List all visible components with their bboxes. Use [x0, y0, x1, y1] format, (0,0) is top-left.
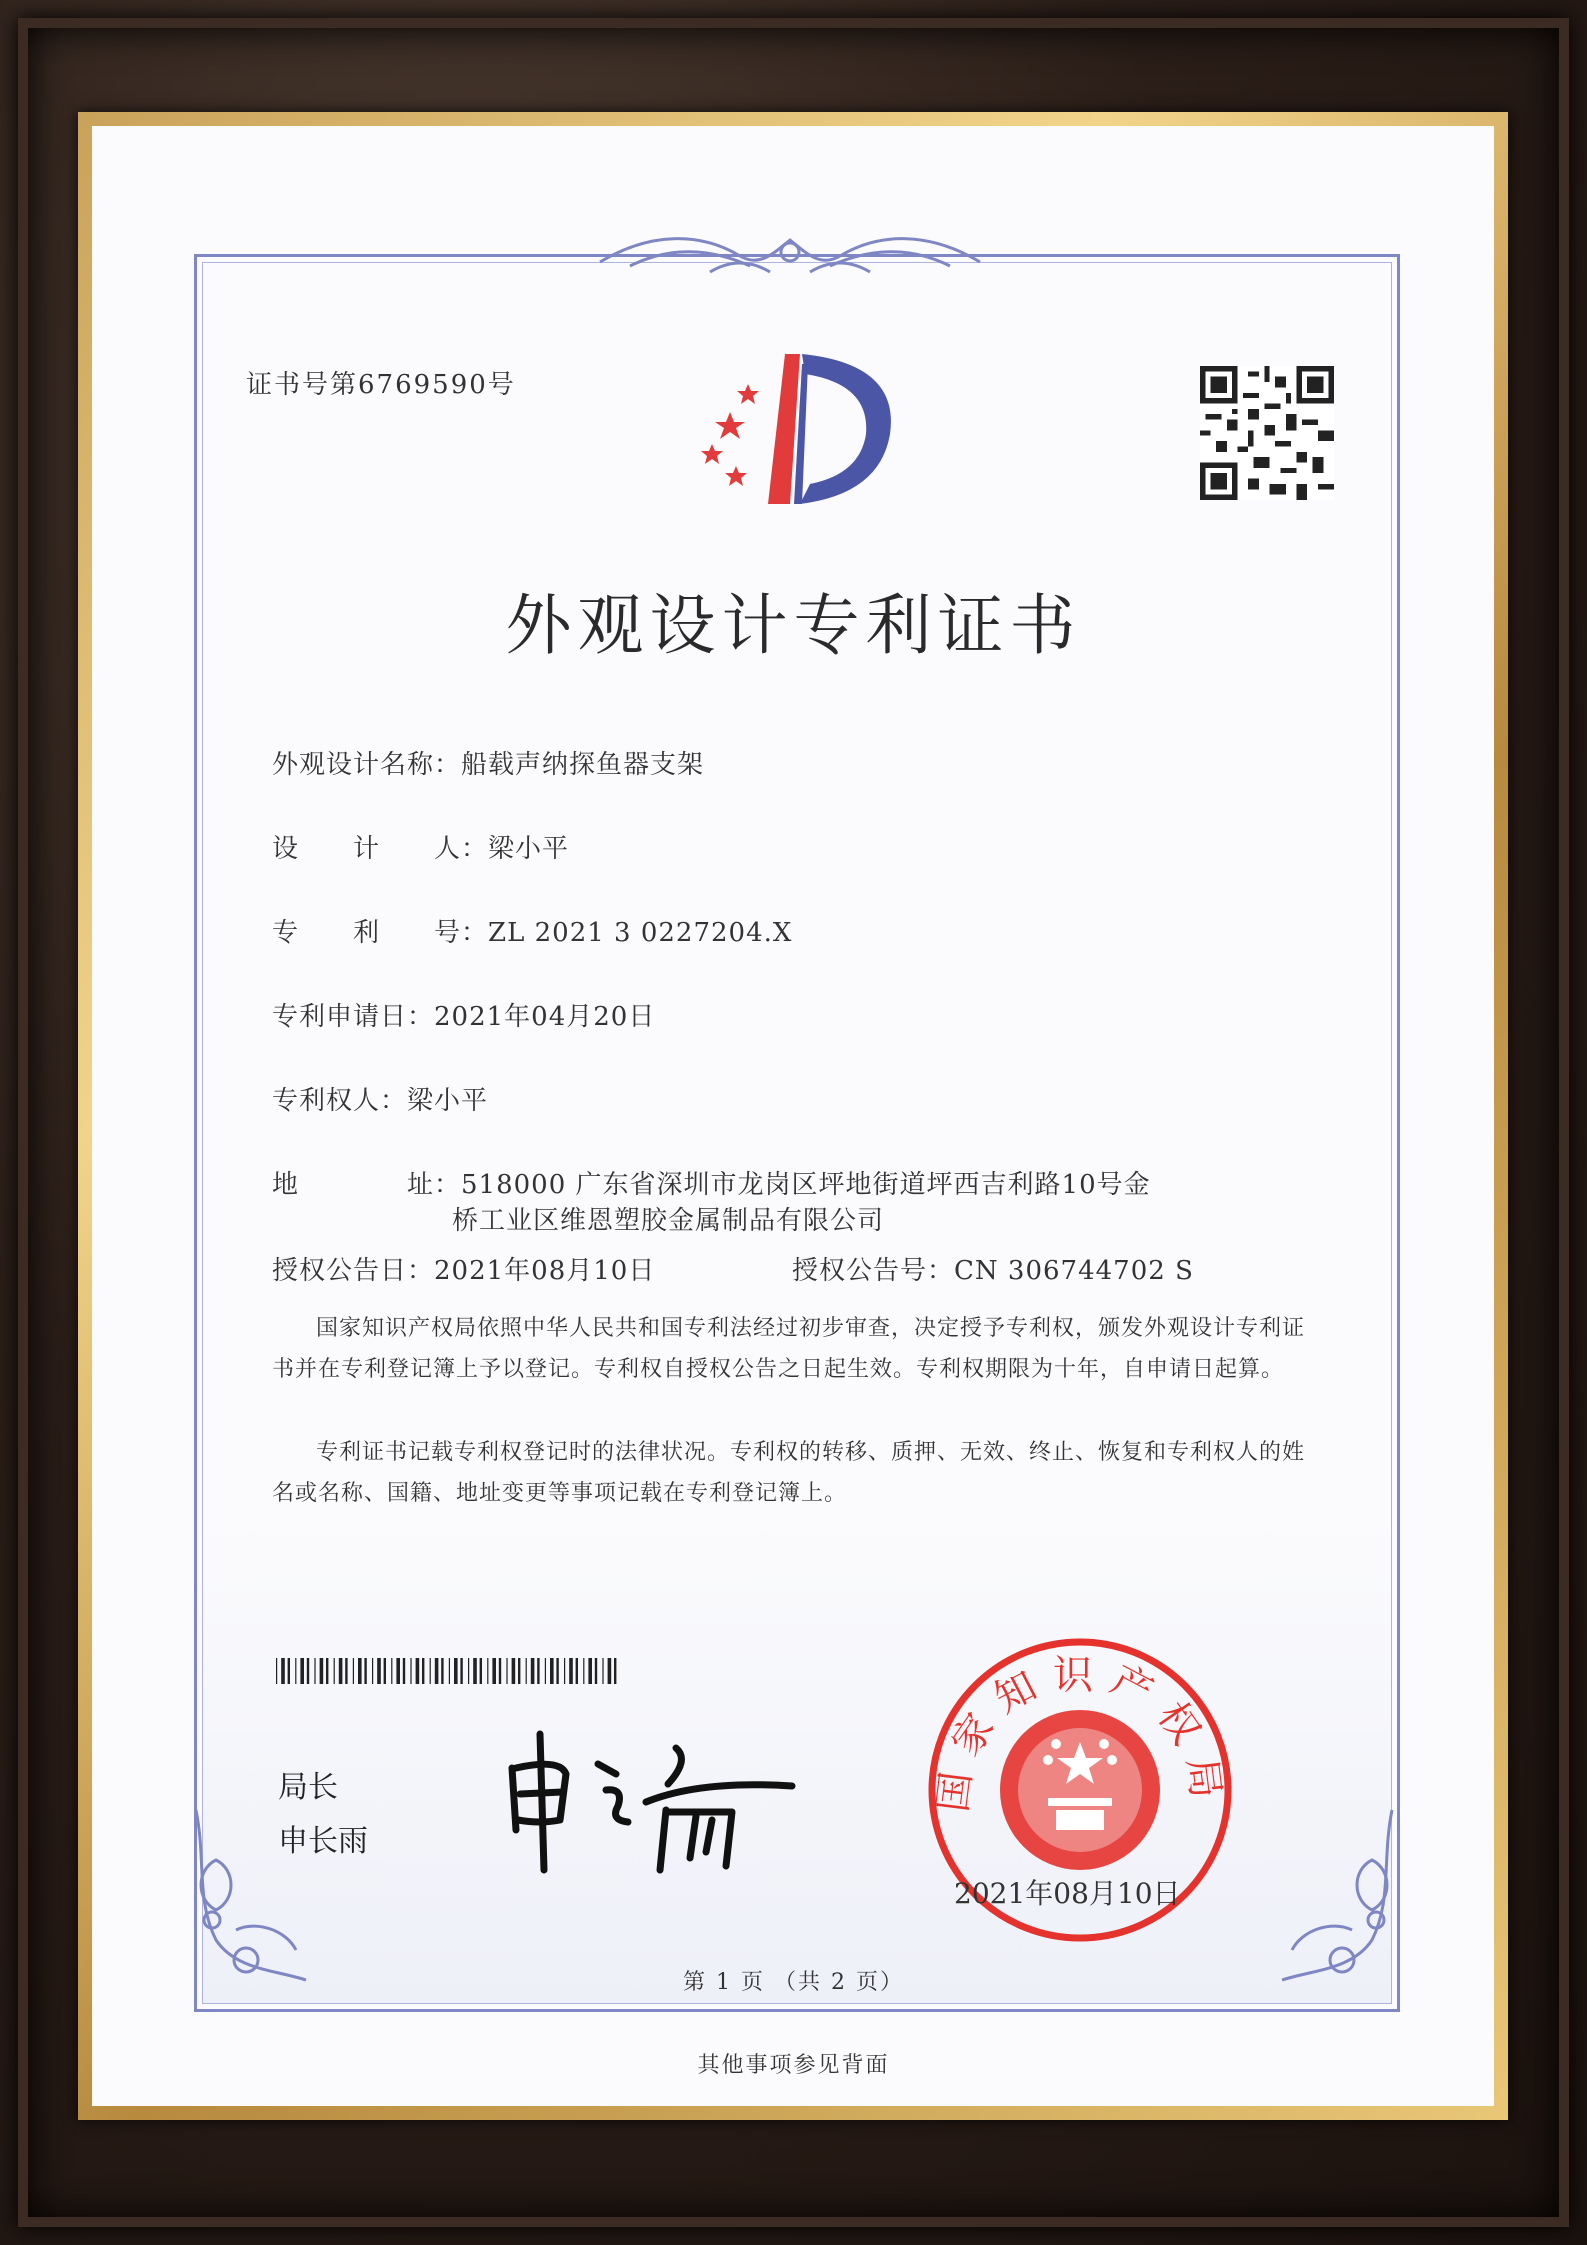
- designer-value: 梁小平: [488, 834, 570, 864]
- designer-label: 设 计 人：: [272, 834, 489, 864]
- address-value-line1: 518000 广东省深圳市龙岗区坪地街道坪西吉利路10号金: [461, 1170, 1151, 1200]
- seal-text: 国家知识产权局: [929, 1652, 1231, 1815]
- page-number: 第 1 页 （共 2 页）: [683, 1970, 904, 1995]
- back-note: 其他事项参见背面: [697, 2053, 890, 2078]
- bottom-right-ornament-icon: [1272, 1800, 1402, 1990]
- patentee-field: [272, 1080, 488, 1117]
- grant-date-label: 授权公告日：: [272, 1256, 435, 1286]
- grant-date-value: 2021年08月10日: [434, 1256, 656, 1286]
- certificate-number: 证书号第6769590号: [246, 370, 516, 400]
- design-name-label: 外观设计名称：: [272, 750, 462, 780]
- design-name-field: [272, 744, 704, 781]
- patentee-value: 梁小平: [407, 1086, 489, 1116]
- patent-logo-icon: [690, 344, 910, 514]
- filing-date-label: 专利申请日：: [272, 1002, 435, 1032]
- grant-number-field: [792, 1250, 1194, 1287]
- filing-date-value: 2021年04月20日: [434, 1002, 656, 1032]
- address-value-line2: 桥工业区维恩塑胶金属制品有限公司: [452, 1206, 885, 1236]
- design-name-value: 船载声纳探鱼器支架: [461, 750, 705, 780]
- patent-number-field: [272, 912, 792, 949]
- legal-paragraph-2: 专利证书记载专利权登记时的法律状况。专利权的转移、质押、无效、终止、恢复和专利权人的姓名或名称、国籍、地址变更等事项记载在专利登记簿上。: [272, 1440, 1306, 1506]
- grant-date-field: [272, 1250, 655, 1287]
- address-label: 地 址：: [272, 1170, 462, 1200]
- filing-date-field: [272, 996, 655, 1033]
- signature-icon: [500, 1720, 800, 1880]
- qr-code-icon: [1200, 366, 1334, 500]
- seal-date: 2021年08月10日: [954, 1877, 1181, 1910]
- patentee-label: 专利权人：: [272, 1086, 408, 1116]
- patent-number-value: ZL 2021 3 0227204.X: [488, 918, 793, 948]
- barcode-icon: [276, 1658, 624, 1684]
- patent-number-label: 专 利 号：: [272, 918, 489, 948]
- grant-number-value: CN 306744702 S: [954, 1256, 1194, 1286]
- legal-paragraph-1: 国家知识产权局依照中华人民共和国专利法经过初步审查，决定授予专利权，颁发外观设计专利证书并在专利登记簿上予以登记。专利权自授权公告之日起生效。专利权期限为十年，自申请日起算。: [272, 1316, 1306, 1382]
- certificate-title: 外观设计专利证书: [505, 587, 1082, 664]
- address-continuation: [452, 1200, 884, 1237]
- chief-title: 局长: [278, 1770, 338, 1805]
- chief-name: 申长雨: [278, 1824, 368, 1859]
- address-field: [272, 1164, 1151, 1201]
- designer-field: [272, 828, 569, 865]
- grant-number-label: 授权公告号：: [792, 1256, 955, 1286]
- top-ornament-icon: [590, 222, 990, 286]
